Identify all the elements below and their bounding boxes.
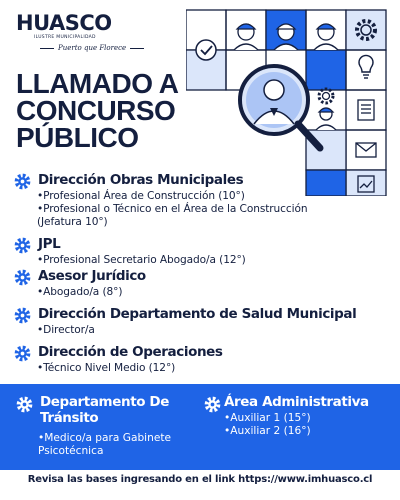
- list-item: •Técnico Nivel Medio (12°): [37, 362, 176, 374]
- band-section-administrativa: [204, 394, 396, 438]
- title-line-3: PÚBLICO: [16, 122, 139, 153]
- gear-icon: [14, 237, 31, 254]
- list-item: •Medico/a para Gabinete: [38, 432, 172, 444]
- highlight-band: [0, 384, 400, 470]
- list-item: Psicotécnica: [38, 445, 104, 457]
- section-jpl: [14, 236, 394, 267]
- section-asesor: [14, 268, 394, 299]
- tagline-text: Puerto que Florece: [58, 44, 127, 52]
- list-item: •Abogado/a (8°): [37, 286, 123, 298]
- gear-icon: [14, 269, 31, 286]
- logo-tagline: [16, 44, 156, 52]
- footer-link-text[interactable]: Revisa las bases ingresando en el link https://www.imhuasco.cl: [27, 474, 373, 485]
- gear-icon: [16, 396, 33, 413]
- list-item: •Director/a: [37, 324, 95, 336]
- tagline-right-rule: [130, 48, 144, 49]
- section-title: Dirección Departamento de Salud Municipal: [38, 306, 357, 322]
- recruitment-illustration: [186, 0, 400, 196]
- tagline-left-rule: [40, 48, 54, 49]
- list-item: •Profesional Secretario Abogado/a (12°): [37, 254, 246, 266]
- band-title: Departamento De: [40, 394, 169, 410]
- section-title: JPL: [38, 236, 61, 252]
- envelope-icon: [356, 143, 376, 157]
- check-icon: [196, 40, 216, 60]
- section-operaciones: [14, 344, 394, 375]
- municipality-logo: [16, 12, 156, 52]
- logo-subtitle: ILUSTRE MUNICIPALIDAD: [34, 35, 96, 40]
- list-item: •Profesional Área de Construcción (10°): [37, 190, 245, 202]
- gear-icon: [14, 173, 31, 190]
- list-item: •Auxiliar 1 (15°): [224, 412, 311, 424]
- list-item: •Auxiliar 2 (16°): [224, 425, 311, 437]
- section-obras: [14, 172, 394, 229]
- worker-icon: [234, 24, 338, 50]
- section-title: Dirección de Operaciones: [38, 344, 223, 360]
- section-title: Asesor Jurídico: [38, 268, 146, 284]
- gear-icon: [14, 345, 31, 362]
- document-icon: [358, 100, 374, 120]
- gear-icon: [204, 396, 221, 413]
- worker-icon: [316, 108, 336, 130]
- section-title: Dirección Obras Municipales: [38, 172, 244, 188]
- list-item: (Jefatura 10°): [37, 216, 108, 228]
- logo-name: HUASCO: [16, 11, 112, 35]
- band-title: Área Administrativa: [224, 394, 369, 410]
- gear-icon: [14, 307, 31, 324]
- title-line-2: CONCURSO: [16, 95, 176, 126]
- lightbulb-icon: [359, 55, 373, 78]
- section-salud: [14, 306, 394, 337]
- title-line-1: LLAMADO A: [16, 68, 179, 99]
- list-item: •Profesional o Técnico en el Área de la Construcción: [37, 203, 308, 215]
- gear-icon: [319, 89, 333, 103]
- band-section-transito: [16, 394, 196, 458]
- band-title: Tránsito: [40, 410, 99, 426]
